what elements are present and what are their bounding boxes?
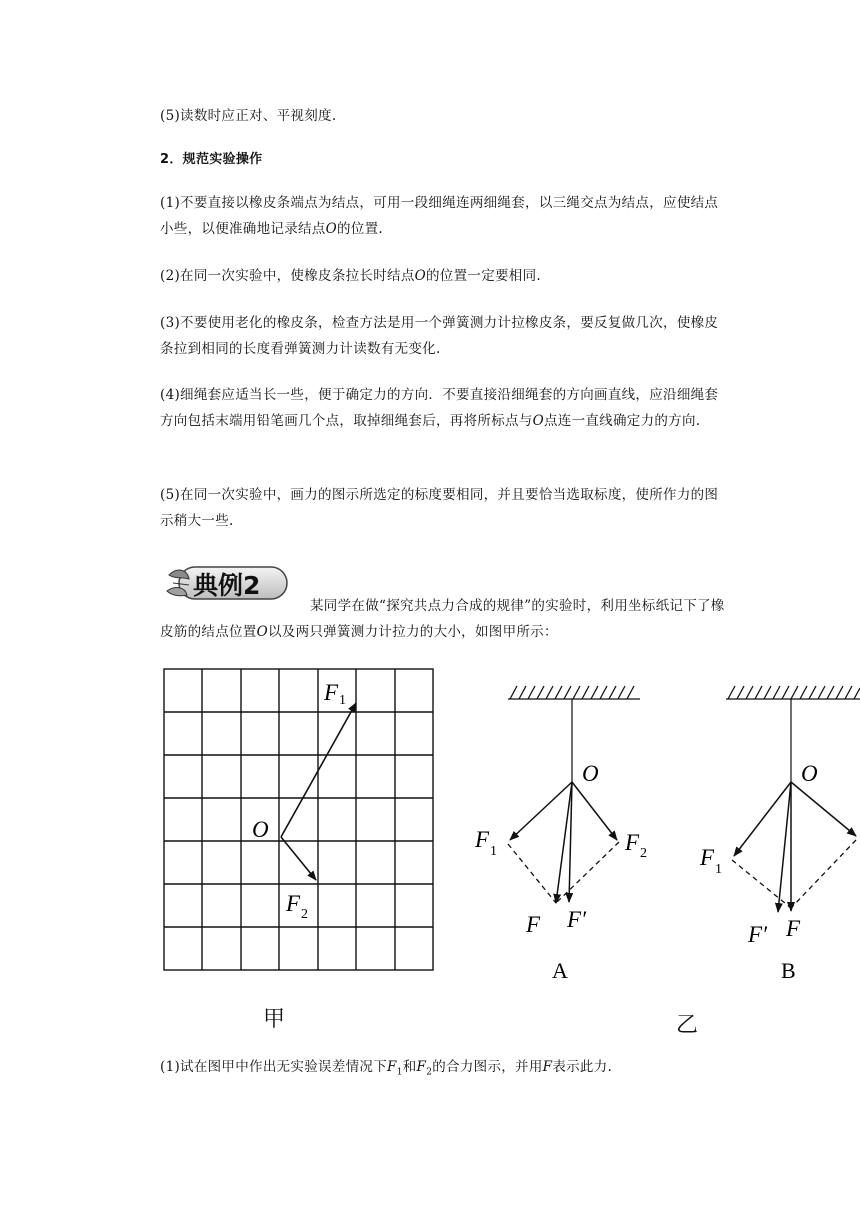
figure-yi-b — [690, 680, 860, 990]
point-o-label: O — [252, 817, 269, 842]
figure-jia-caption: 甲 — [263, 1007, 286, 1032]
f1-subscript: 1 — [339, 693, 346, 708]
var-f: F — [542, 1059, 553, 1075]
parallelogram-dash — [508, 844, 556, 903]
force-f1-arrow — [734, 782, 791, 856]
var-o: O — [325, 221, 337, 237]
sub-1: 1 — [396, 1067, 403, 1078]
f1-label: F — [475, 827, 490, 852]
sub-2: 2 — [426, 1067, 433, 1078]
item-4 — [160, 382, 730, 434]
q1-text-b: 的合力图示，并用 — [432, 1059, 543, 1075]
figure-jia-grid — [150, 660, 450, 990]
grid-lines — [164, 669, 433, 970]
f2-subscript: 2 — [640, 846, 647, 861]
item-1-text: (1)不要直接以橡皮条端点为结点，可用一段细绳连两细绳套，以三绳交点为结点，应使结点小些，以便准确地记录结点 — [160, 195, 719, 237]
ceiling-hatch — [726, 686, 860, 699]
point-o-label: O — [801, 761, 818, 786]
example-text — [160, 593, 730, 645]
force-f2-arrow — [572, 782, 617, 840]
var-o: O — [414, 268, 426, 284]
item-2-text: (2)在同一次实验中，使橡皮条拉长时结点 — [160, 268, 415, 284]
option-a-label: A — [552, 958, 568, 983]
f2-label: F — [625, 830, 640, 855]
option-b-label: B — [781, 958, 796, 983]
q1-text-a: (1)试在图甲中作出无实验误差情况下 — [160, 1059, 388, 1075]
var-o: O — [256, 624, 268, 640]
question-1 — [160, 1054, 740, 1086]
item-4-text-end: 点连一直线确定力的方向. — [543, 413, 701, 429]
f-label: F — [786, 916, 801, 941]
var-o: O — [532, 413, 544, 429]
f2-subscript: 2 — [301, 907, 308, 922]
item-1-text-end: 的位置. — [336, 221, 383, 237]
example-text-a: 某同学在做“探究共点力合成的规律”的实验时，利用坐标纸记下了橡皮筋的结点位置 — [160, 598, 725, 640]
var-f: F — [387, 1059, 397, 1075]
q1-and: 和 — [402, 1059, 417, 1075]
f1-label: F — [324, 680, 339, 705]
point-o-label: O — [582, 761, 599, 786]
parallelogram-dash — [791, 840, 856, 908]
paragraph-reading: (5)读数时应正对、平视刻度. — [160, 108, 337, 124]
f1-subscript: 1 — [715, 862, 722, 877]
fprime-label: F′ — [567, 907, 587, 932]
item-3: (3)不要使用老化的橡皮条，检查方法是用一个弹簧测力计拉橡皮条，要反复做几次，使橡皮条拉到相同的长度看弹簧测力计读数有无变化. — [160, 315, 719, 357]
figure-yi-a — [470, 680, 670, 990]
fprime-label: F′ — [748, 922, 768, 947]
figure-yi-caption: 乙 — [676, 1013, 699, 1038]
section-heading: 2．规范实验操作 — [160, 152, 263, 167]
q1-text-c: 表示此力. — [552, 1059, 613, 1075]
f2-label: F — [286, 891, 301, 916]
f1-label: F — [700, 845, 715, 870]
force-f2-arrow — [791, 782, 856, 836]
f-label: F — [526, 912, 541, 937]
force-f2-arrow — [281, 837, 316, 880]
force-fprime-arrow — [778, 782, 791, 912]
example-text-b: 以及两只弹簧测力计拉力的大小，如图甲所示： — [267, 624, 558, 640]
item-2-text-end: 的位置一定要相同. — [426, 268, 541, 284]
item-1 — [160, 190, 730, 242]
item-5: (5)在同一次实验中，画力的图示所选定的标度要相同，并且要恰当选取标度，使所作力的图示稍大一些. — [160, 487, 719, 529]
f1-subscript: 1 — [490, 844, 497, 859]
var-f: F — [416, 1059, 427, 1075]
item-2 — [160, 263, 730, 289]
parallelogram-dash — [556, 842, 619, 903]
ceiling-hatch — [508, 686, 640, 699]
example-badge-label: 典例2 — [193, 571, 261, 600]
item-4-text: (4)细绳套应适当长一些，便于确定力的方向．不要直接沿细绳套的方向画直线，应沿细绳套方向包括末端用铅笔画几个点，取掉细绳套后，再将所标点与 — [160, 387, 719, 429]
force-f1-arrow — [510, 782, 572, 840]
